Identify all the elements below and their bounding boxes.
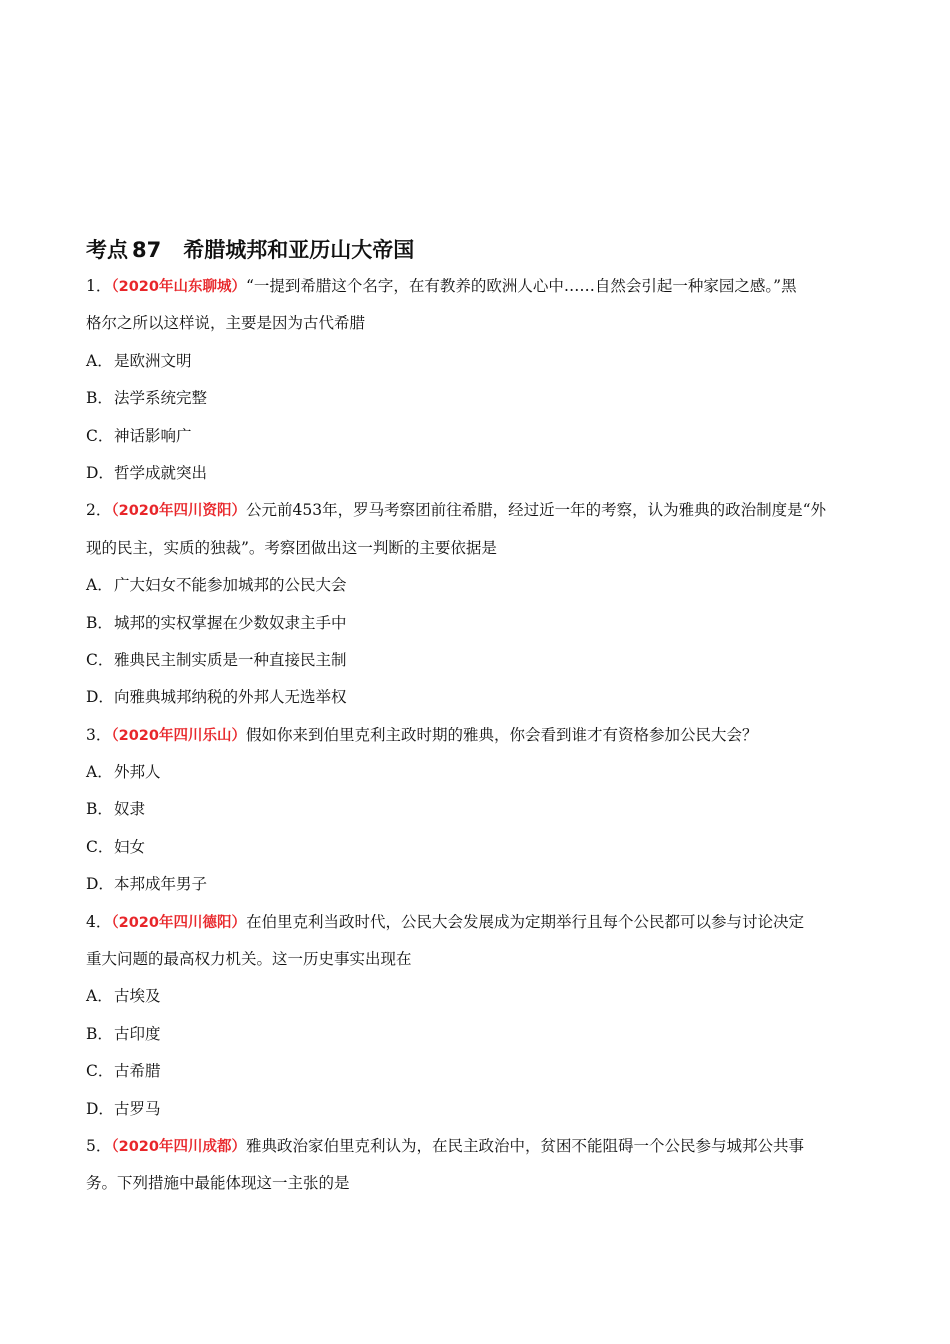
option-text: 本邦成年男子 bbox=[114, 875, 208, 894]
question-stem-line bbox=[86, 268, 866, 305]
option-text: 广大妇女不能参加城邦的公民大会 bbox=[114, 576, 347, 595]
option-text: 城邦的实权掌握在少数奴隶主手中 bbox=[114, 613, 347, 632]
option-text: 古埃及 bbox=[114, 987, 161, 1006]
question-text: 现的民主，实质的独裁”。考察团做出这一判断的主要依据是 bbox=[86, 538, 497, 557]
option-a bbox=[86, 754, 866, 791]
question-stem-line bbox=[86, 904, 866, 941]
question-text: 重大问题的最高权力机关。这一历史事实出现在 bbox=[86, 950, 412, 969]
option-letter: B． bbox=[86, 389, 113, 408]
document-content bbox=[86, 232, 866, 1203]
option-text: 神话影响广 bbox=[114, 426, 192, 445]
question-source: （2020年四川成都） bbox=[111, 1138, 246, 1155]
question-source: （2020年四川资阳） bbox=[111, 503, 246, 520]
section-title bbox=[86, 232, 866, 268]
option-text: 向雅典城邦纳税的外邦人无选举权 bbox=[114, 688, 347, 707]
question-stem-line bbox=[86, 1165, 866, 1202]
question-number: 2． bbox=[86, 501, 112, 520]
option-letter: A． bbox=[86, 987, 113, 1006]
option-c bbox=[86, 1053, 866, 1090]
option-d bbox=[86, 679, 866, 716]
option-text: 古印度 bbox=[114, 1024, 161, 1043]
option-b bbox=[86, 380, 866, 417]
question-text: 务。下列措施中最能体现这一主张的是 bbox=[86, 1174, 350, 1193]
question-text: 在伯里克利当政时代，公民大会发展成为定期举行且每个公民都可以参与讨论决定 bbox=[245, 912, 804, 931]
option-text: 哲学成就突出 bbox=[114, 463, 208, 482]
option-a bbox=[86, 978, 866, 1015]
option-text: 古希腊 bbox=[114, 1062, 161, 1081]
option-b bbox=[86, 605, 866, 642]
question-text: 格尔之所以这样说，主要是因为古代希腊 bbox=[86, 314, 366, 333]
question-text: 公元前453年，罗马考察团前往希腊，经过近一年的考察，认为雅典的政治制度是“外 bbox=[245, 501, 826, 520]
option-letter: D． bbox=[86, 688, 114, 707]
question-3 bbox=[86, 717, 866, 904]
section-name: 希腊城邦和亚历山大帝国 bbox=[183, 238, 415, 262]
option-text: 法学系统完整 bbox=[114, 389, 208, 408]
question-stem-line bbox=[86, 305, 866, 342]
option-letter: A． bbox=[86, 576, 113, 595]
question-source: （2020年四川德阳） bbox=[111, 914, 246, 931]
option-letter: A． bbox=[86, 351, 113, 370]
option-text: 是欧洲文明 bbox=[114, 351, 192, 370]
option-letter: B． bbox=[86, 613, 113, 632]
question-stem-line bbox=[86, 717, 866, 754]
question-text: 雅典政治家伯里克利认为，在民主政治中，贫困不能阻碍一个公民参与城邦公共事 bbox=[245, 1136, 804, 1155]
option-c bbox=[86, 418, 866, 455]
option-letter: C． bbox=[86, 426, 114, 445]
question-number: 1． bbox=[86, 277, 112, 295]
question-stem-line bbox=[86, 1128, 866, 1165]
question-number: 3． bbox=[86, 725, 112, 744]
section-label: 考点 bbox=[86, 238, 128, 262]
option-text: 雅典民主制实质是一种直接民主制 bbox=[114, 650, 347, 669]
question-text: 假如你来到伯里克利主政时期的雅典，你会看到谁才有资格参加公民大会？ bbox=[245, 725, 758, 744]
option-letter: C． bbox=[86, 1062, 114, 1081]
section-number: 87 bbox=[132, 238, 162, 262]
option-letter: C． bbox=[86, 650, 114, 669]
question-4 bbox=[86, 904, 866, 1128]
question-1 bbox=[86, 268, 866, 492]
option-letter: D． bbox=[86, 875, 114, 894]
question-source: （2020年山东聊城） bbox=[111, 279, 246, 295]
option-text: 妇女 bbox=[114, 837, 146, 856]
question-stem-line bbox=[86, 530, 866, 567]
question-2 bbox=[86, 492, 866, 716]
question-number: 5． bbox=[86, 1136, 112, 1155]
question-number: 4． bbox=[86, 912, 112, 931]
question-5 bbox=[86, 1128, 866, 1203]
question-stem-line bbox=[86, 492, 866, 529]
option-c bbox=[86, 829, 866, 866]
question-stem-line bbox=[86, 941, 866, 978]
option-a bbox=[86, 567, 866, 604]
option-letter: C． bbox=[86, 837, 114, 856]
option-letter: B． bbox=[86, 1024, 113, 1043]
option-c bbox=[86, 642, 866, 679]
option-letter: D． bbox=[86, 1099, 114, 1118]
option-d bbox=[86, 455, 866, 492]
option-text: 奴隶 bbox=[114, 800, 146, 819]
option-d bbox=[86, 1091, 866, 1128]
option-b bbox=[86, 791, 866, 828]
option-letter: B． bbox=[86, 800, 113, 819]
option-b bbox=[86, 1016, 866, 1053]
option-a bbox=[86, 343, 866, 380]
option-d bbox=[86, 866, 866, 903]
question-source: （2020年四川乐山） bbox=[111, 727, 246, 744]
question-text: “一提到希腊这个名字，在有教养的欧洲人心中……自然会引起一种家园之感。”黑 bbox=[245, 277, 797, 295]
option-letter: D． bbox=[86, 463, 114, 482]
option-text: 古罗马 bbox=[114, 1099, 161, 1118]
option-letter: A． bbox=[86, 763, 113, 782]
option-text: 外邦人 bbox=[114, 763, 161, 782]
